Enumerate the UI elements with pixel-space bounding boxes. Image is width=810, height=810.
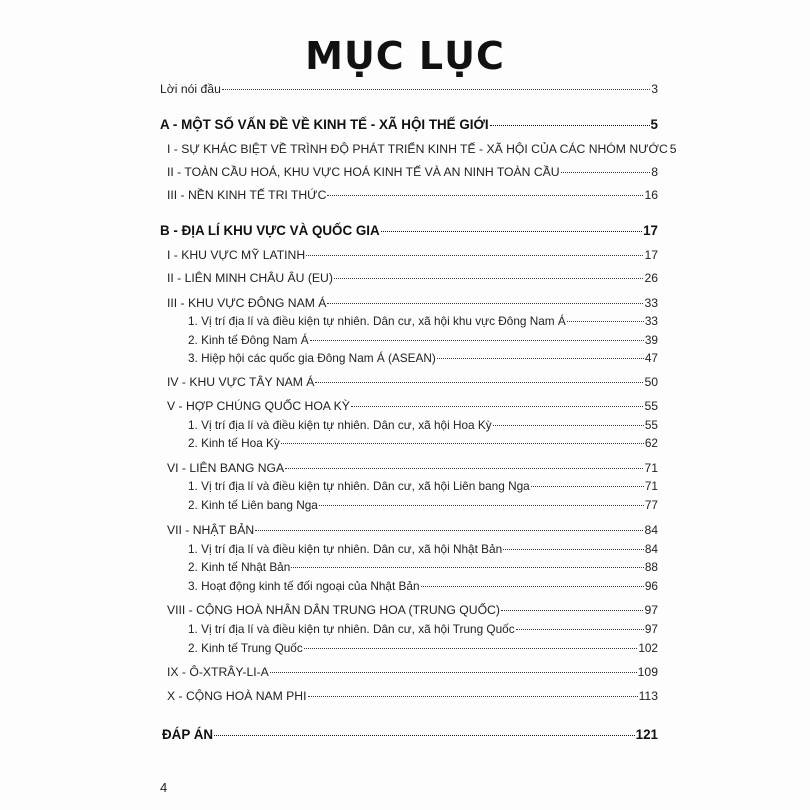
dot-leader bbox=[503, 549, 644, 550]
dot-leader bbox=[310, 340, 644, 341]
dot-leader bbox=[421, 586, 644, 587]
dot-leader bbox=[567, 321, 644, 322]
toc-subentry[interactable] bbox=[188, 417, 658, 433]
toc-entry-label: ĐÁP ÁN bbox=[162, 727, 214, 742]
toc-entry-preface[interactable] bbox=[160, 81, 658, 97]
toc-entry-page: 88 bbox=[644, 560, 658, 574]
toc-entry-label: VI - LIÊN BANG NGA bbox=[167, 461, 285, 475]
toc-entry[interactable] bbox=[167, 247, 658, 263]
dot-leader bbox=[437, 358, 644, 359]
toc-entry-page: 39 bbox=[644, 333, 658, 347]
dot-leader bbox=[222, 89, 650, 90]
toc-subentry[interactable] bbox=[188, 313, 658, 329]
dot-leader bbox=[306, 255, 643, 256]
toc-entry-label: II - TOÀN CẦU HOÁ, KHU VỰC HOÁ KINH TẾ VÀ AN NINH TOÀN CẦU bbox=[167, 165, 560, 179]
toc-entry-label: A - MỘT SỐ VẤN ĐỀ VỀ KINH TẾ - XÃ HỘI THẾ GIỚI bbox=[160, 117, 489, 132]
toc-entry[interactable] bbox=[167, 164, 658, 180]
toc-entry[interactable] bbox=[167, 664, 658, 680]
toc-entry-page: 71 bbox=[644, 461, 658, 475]
toc-entry-label: 1. Vị trí địa lí và điều kiện tự nhiên. Dân cư, xã hội Trung Quốc bbox=[188, 622, 515, 636]
dot-leader bbox=[270, 672, 637, 673]
toc-entry-label: 1. Vị trí địa lí và điều kiện tự nhiên. Dân cư, xã hội Liên bang Nga bbox=[188, 479, 530, 493]
toc-entry-page: 26 bbox=[644, 271, 658, 285]
toc-section-b[interactable] bbox=[160, 223, 658, 239]
toc-entry-label: 1. Vị trí địa lí và điều kiện tự nhiên. Dân cư, xã hội khu vực Đông Nam Á bbox=[188, 314, 566, 328]
toc-subentry[interactable] bbox=[188, 640, 658, 656]
toc-entry-page: 55 bbox=[644, 399, 658, 413]
toc-entry-page: 121 bbox=[635, 727, 658, 742]
dot-leader bbox=[327, 303, 643, 304]
toc-subentry[interactable] bbox=[188, 559, 658, 575]
toc-entry-page: 97 bbox=[644, 622, 658, 636]
dot-leader bbox=[304, 648, 638, 649]
toc-entry-page: 55 bbox=[644, 418, 658, 432]
toc-entry-label: I - SỰ KHÁC BIỆT VỀ TRÌNH ĐỘ PHÁT TRIỂN KINH TẾ - XÃ HỘI CỦA CÁC NHÓM NƯỚC bbox=[167, 142, 668, 156]
toc-entry-label: IV - KHU VỰC TÂY NAM Á bbox=[167, 375, 315, 389]
dot-leader bbox=[291, 567, 644, 568]
toc-entry[interactable] bbox=[167, 398, 658, 414]
dot-leader bbox=[493, 425, 644, 426]
dot-leader bbox=[490, 125, 650, 126]
toc-entry[interactable] bbox=[167, 141, 677, 157]
toc-entry-label: 3. Hiệp hội các quốc gia Đông Nam Á (ASEAN) bbox=[188, 351, 436, 365]
toc-entry-label: 2. Kinh tế Hoa Kỳ bbox=[188, 436, 280, 450]
toc-entry-page: 50 bbox=[644, 375, 658, 389]
toc-entry-page: 33 bbox=[644, 314, 658, 328]
toc-entry-page: 71 bbox=[644, 479, 658, 493]
toc-subentry[interactable] bbox=[188, 541, 658, 557]
toc-entry-page: 113 bbox=[638, 689, 658, 703]
toc-subentry[interactable] bbox=[188, 332, 658, 348]
toc-entry-label: 2. Kinh tế Trung Quốc bbox=[188, 641, 303, 655]
toc-entry-page: 8 bbox=[651, 165, 658, 179]
toc-entry-label: B - ĐỊA LÍ KHU VỰC VÀ QUỐC GIA bbox=[160, 223, 380, 238]
toc-entry-label: II - LIÊN MINH CHÂU ÂU (EU) bbox=[167, 271, 333, 285]
toc-entry-label: V - HỢP CHÚNG QUỐC HOA KỲ bbox=[167, 399, 350, 413]
dot-leader bbox=[381, 231, 642, 232]
toc-entry-label: VIII - CỘNG HOÀ NHÂN DÂN TRUNG HOA (TRUNG QUỐC) bbox=[167, 603, 500, 617]
dot-leader bbox=[501, 610, 644, 611]
toc-entry-page: 84 bbox=[644, 542, 658, 556]
toc-subentry[interactable] bbox=[188, 435, 658, 451]
toc-entry-page: 47 bbox=[644, 351, 658, 365]
dot-leader bbox=[516, 629, 644, 630]
dot-leader bbox=[308, 696, 638, 697]
page-number: 4 bbox=[160, 780, 168, 795]
page-title: MỤC LỤC bbox=[305, 34, 505, 78]
toc-entry-page: 109 bbox=[637, 665, 658, 679]
toc-entry[interactable] bbox=[167, 270, 658, 286]
toc-entry-page: 96 bbox=[644, 579, 658, 593]
toc-entry[interactable] bbox=[167, 522, 658, 538]
toc-entry-label: 2. Kinh tế Liên bang Nga bbox=[188, 498, 318, 512]
toc-entry-page: 33 bbox=[644, 296, 658, 310]
toc-section-a[interactable] bbox=[160, 117, 658, 133]
toc-entry-page: 17 bbox=[644, 248, 658, 262]
toc-entry-label: Lời nói đầu bbox=[160, 82, 221, 96]
toc-entry[interactable] bbox=[167, 602, 658, 618]
toc-entry-page: 102 bbox=[638, 641, 658, 655]
dot-leader bbox=[561, 172, 651, 173]
toc-entry[interactable] bbox=[167, 187, 658, 203]
dot-leader bbox=[214, 735, 635, 736]
toc-subentry[interactable] bbox=[188, 497, 658, 513]
toc-entry-page: 77 bbox=[644, 498, 658, 512]
toc-entry-label: 3. Hoạt động kinh tế đối ngoại của Nhật Bản bbox=[188, 579, 420, 593]
toc-entry-page: 17 bbox=[643, 223, 658, 238]
toc-entry-page: 84 bbox=[644, 523, 658, 537]
dot-leader bbox=[281, 443, 644, 444]
toc-entry[interactable] bbox=[167, 688, 658, 704]
dot-leader bbox=[255, 530, 643, 531]
toc-entry-label: VII - NHẬT BẢN bbox=[167, 523, 255, 537]
toc-entry-label: III - KHU VỰC ĐÔNG NAM Á bbox=[167, 296, 327, 310]
toc-entry[interactable] bbox=[167, 295, 658, 311]
toc-entry-label: I - KHU VỰC MỸ LATINH bbox=[167, 248, 306, 262]
toc-subentry[interactable] bbox=[188, 578, 658, 594]
toc-entry-page: 5 bbox=[669, 142, 677, 156]
dot-leader bbox=[285, 468, 643, 469]
toc-entry-page: 97 bbox=[644, 603, 658, 617]
toc-entry-page: 62 bbox=[644, 436, 658, 450]
dot-leader bbox=[327, 195, 643, 196]
toc-entry-label: 1. Vị trí địa lí và điều kiện tự nhiên. Dân cư, xã hội Nhật Bản bbox=[188, 542, 503, 556]
toc-entry-label: 1. Vị trí địa lí và điều kiện tự nhiên. Dân cư, xã hội Hoa Kỳ bbox=[188, 418, 492, 432]
toc-entry[interactable] bbox=[167, 374, 658, 390]
toc-entry-page: 3 bbox=[651, 82, 658, 96]
toc-entry-label: X - CỘNG HOÀ NAM PHI bbox=[167, 689, 307, 703]
toc-subentry[interactable] bbox=[188, 350, 658, 366]
dot-leader bbox=[319, 505, 644, 506]
toc-entry-label: 2. Kinh tế Nhật Bản bbox=[188, 560, 291, 574]
toc-section-answers[interactable] bbox=[162, 727, 658, 743]
toc-entry-page: 16 bbox=[644, 188, 658, 202]
dot-leader bbox=[315, 382, 643, 383]
dot-leader bbox=[334, 278, 644, 279]
toc-entry-page: 5 bbox=[650, 117, 658, 132]
dot-leader bbox=[531, 486, 644, 487]
toc-entry-label: 2. Kinh tế Đông Nam Á bbox=[188, 333, 309, 347]
dot-leader bbox=[351, 406, 644, 407]
toc-subentry[interactable] bbox=[188, 478, 658, 494]
toc-entry-label: III - NỀN KINH TẾ TRI THỨC bbox=[167, 188, 327, 202]
toc-subentry[interactable] bbox=[188, 621, 658, 637]
toc-entry[interactable] bbox=[167, 460, 658, 476]
toc-entry-label: IX - Ô-XTRÂY-LI-A bbox=[167, 665, 269, 679]
